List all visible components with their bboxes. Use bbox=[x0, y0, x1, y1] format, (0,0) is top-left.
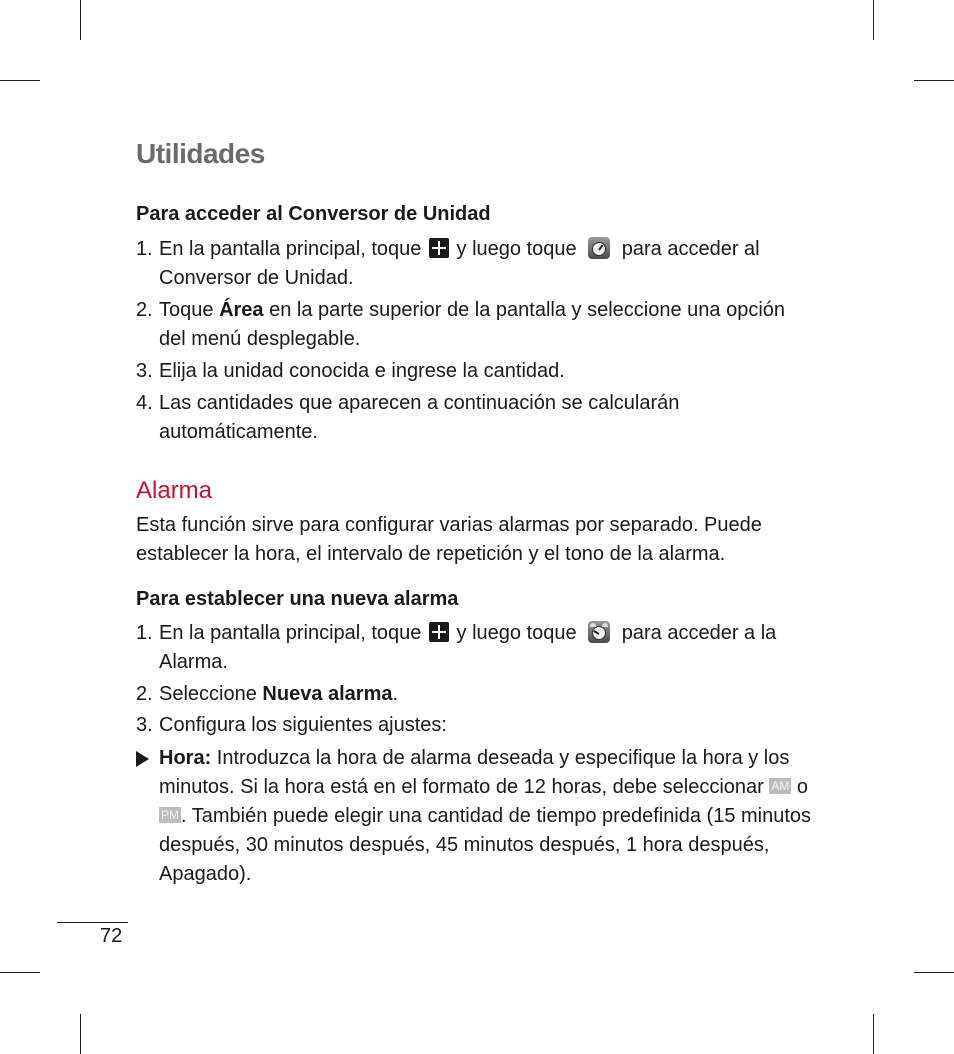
step-bold-term: Nueva alarma bbox=[262, 683, 393, 705]
step-text: en la parte superior de la pantalla y seleccione una opción del menú desplegable. bbox=[159, 299, 786, 350]
bullet-text: Introduzca la hora de alarma deseada y especifique la hora y los minutos. Si la hora está en el formato de 12 horas, debe seleccionar bbox=[159, 747, 790, 798]
unit-converter-icon bbox=[588, 237, 610, 259]
step-text: Toque bbox=[159, 299, 214, 321]
alarm-bullet-hora bbox=[136, 744, 816, 889]
crop-mark bbox=[873, 1014, 874, 1054]
crop-mark bbox=[80, 1014, 81, 1054]
step-text: En la pantalla principal, toque bbox=[159, 238, 422, 260]
bullet-text: o bbox=[796, 776, 809, 798]
step-text: para acceder al Conversor de Unidad. bbox=[159, 238, 760, 289]
step-number: 1. bbox=[136, 622, 153, 644]
alarm-intro: Esta función sirve para configurar varias alarmas por separado. Puede establecer la hora, el intervalo de repetición y el tono de la alarma. bbox=[136, 514, 762, 565]
alarm-step-2 bbox=[136, 680, 816, 709]
step-text: y luego toque bbox=[456, 622, 577, 644]
step-number: 2. bbox=[136, 683, 153, 705]
converter-heading: Para acceder al Conversor de Unidad bbox=[136, 203, 491, 225]
crop-mark bbox=[914, 972, 954, 973]
alarm-step-3 bbox=[136, 711, 816, 740]
step-number: 2. bbox=[136, 299, 153, 321]
alarm-clock-icon bbox=[588, 621, 610, 643]
step-bold-term: Área bbox=[219, 299, 264, 321]
page-title: Utilidades bbox=[136, 138, 265, 169]
step-text: para acceder a la Alarma. bbox=[159, 622, 777, 673]
step-number: 1. bbox=[136, 238, 153, 260]
crop-mark bbox=[0, 972, 40, 973]
bullet-arrow-icon bbox=[136, 751, 149, 767]
apps-grid-icon bbox=[429, 622, 449, 642]
step-text: En la pantalla principal, toque bbox=[159, 622, 422, 644]
bullet-text: . También puede elegir una cantidad de tiempo predefinida (15 minutos después, 30 minutos después, 45 minutos después, 1 hora después, Apagado). bbox=[159, 805, 812, 885]
apps-grid-icon bbox=[429, 238, 449, 258]
crop-mark bbox=[80, 0, 81, 40]
crop-mark bbox=[914, 80, 954, 81]
step-text: Seleccione bbox=[159, 683, 257, 705]
alarm-heading: Alarma bbox=[136, 477, 213, 504]
step-number: 3. bbox=[136, 360, 153, 382]
converter-step-1 bbox=[136, 235, 816, 293]
step-text: Las cantidades que aparecen a continuación se calcularán automáticamente. bbox=[159, 392, 680, 443]
step-text: . bbox=[392, 683, 399, 705]
alarm-subheading: Para establecer una nueva alarma bbox=[136, 588, 459, 610]
page-number: 72 bbox=[100, 925, 123, 947]
alarm-step-1 bbox=[136, 619, 816, 677]
converter-step-3 bbox=[136, 357, 816, 386]
bullet-label: Hora: bbox=[159, 747, 212, 769]
converter-step-2 bbox=[136, 296, 816, 354]
page-number-rule bbox=[57, 922, 128, 923]
converter-step-4 bbox=[136, 389, 816, 447]
step-text: Configura los siguientes ajustes: bbox=[159, 714, 447, 736]
am-badge: AM bbox=[771, 779, 790, 793]
step-text: y luego toque bbox=[456, 238, 577, 260]
pm-badge: PM bbox=[161, 808, 179, 822]
crop-mark bbox=[873, 0, 874, 40]
step-number: 4. bbox=[136, 392, 153, 414]
step-number: 3. bbox=[136, 714, 153, 736]
step-text: Elija la unidad conocida e ingrese la cantidad. bbox=[159, 360, 565, 382]
crop-mark bbox=[0, 80, 40, 81]
